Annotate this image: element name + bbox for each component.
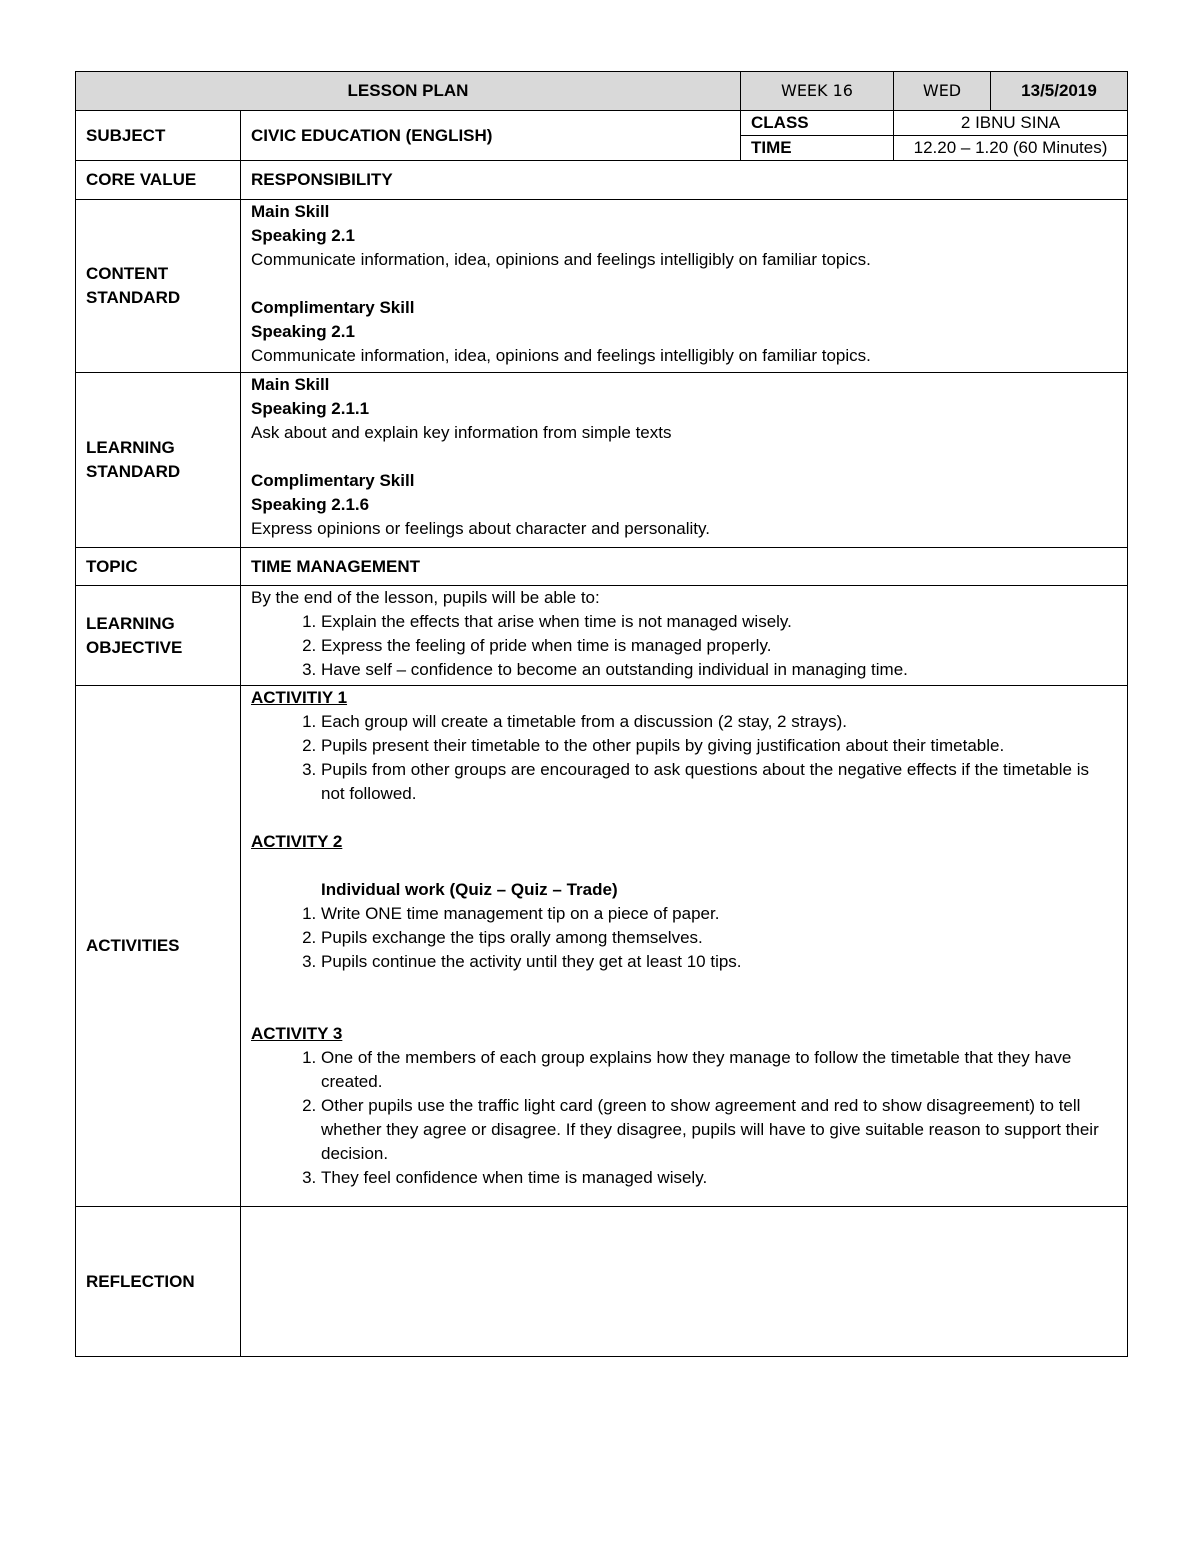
learning-standard-body (241, 373, 1128, 548)
ls-main-code: Speaking 2.1.1 (251, 399, 370, 418)
list-item: 3. Pupils from other groups are encouraged to ask questions about the negative effects if the timetable is not followed. (321, 758, 1117, 806)
content-standard-body (241, 200, 1128, 373)
list-item: 3. Have self – confidence to become an outstanding individual in managing time. (321, 658, 1117, 682)
content-standard-label-line2: STANDARD (86, 288, 181, 307)
activities-body (241, 686, 1128, 1207)
learning-standard-label-line2: STANDARD (86, 462, 181, 481)
lo-list (251, 610, 1117, 682)
activity3-list (251, 1046, 1117, 1190)
activity2-title: ACTIVITY 2 (251, 832, 343, 851)
activity2-list (251, 902, 1117, 974)
ls-main-text: Ask about and explain key information from simple texts (251, 423, 672, 442)
subject-value: CIVIC EDUCATION (ENGLISH) (241, 111, 741, 161)
learning-objective-label (76, 586, 241, 686)
lesson-plan-title: LESSON PLAN (76, 72, 741, 111)
topic-value: TIME MANAGEMENT (241, 548, 1128, 586)
reflection-value (241, 1207, 1128, 1357)
content-standard-label (76, 200, 241, 373)
activity3-title: ACTIVITY 3 (251, 1024, 343, 1043)
list-item: 3. Pupils continue the activity until they get at least 10 tips. (321, 950, 1117, 974)
topic-label: TOPIC (76, 548, 241, 586)
time-label: TIME (741, 136, 894, 161)
list-item: 2. Express the feeling of pride when time is managed properly. (321, 634, 1117, 658)
list-item: 2. Pupils present their timetable to the other pupils by giving justification about their timetable. (321, 734, 1117, 758)
activity2-subtitle: Individual work (Quiz – Quiz – Trade) (321, 880, 618, 899)
learning-objective-label-line1: LEARNING (86, 613, 175, 633)
class-value: 2 IBNU SINA (894, 111, 1128, 136)
day-cell: WED (894, 72, 991, 111)
topic-row (76, 548, 1128, 586)
learning-standard-label-line1: LEARNING (86, 438, 175, 457)
list-item: 1. Each group will create a timetable from a discussion (2 stay, 2 strays). (321, 710, 1117, 734)
content-standard-label-line1: CONTENT (86, 264, 169, 283)
subject-label: SUBJECT (76, 111, 241, 161)
cs-comp-heading: Complimentary Skill (251, 298, 415, 317)
list-item: 1. One of the members of each group explains how they manage to follow the timetable that they have created. (321, 1046, 1117, 1094)
list-item: 3. They feel confidence when time is managed wisely. (321, 1166, 1117, 1190)
lo-intro: By the end of the lesson, pupils will be able to: (251, 588, 600, 607)
reflection-label: REFLECTION (76, 1207, 241, 1357)
header-row (76, 72, 1128, 111)
cs-main-heading: Main Skill (251, 202, 330, 221)
learning-standard-label (76, 373, 241, 548)
list-item: 2. Other pupils use the traffic light card (green to show agreement and red to show disagreement) to tell whether they agree or disagree. If they disagree, pupils will have to give suitable reason to support their decision. (321, 1094, 1117, 1166)
activity1-title: ACTIVITIY 1 (251, 688, 348, 707)
class-label: CLASS (741, 111, 894, 136)
time-value: 12.20 – 1.20 (60 Minutes) (894, 136, 1128, 161)
activity1-list (251, 710, 1117, 806)
ls-comp-text: Express opinions or feelings about character and personality. (251, 519, 710, 538)
week-cell: WEEK 16 (741, 72, 894, 111)
content-standard-row (76, 200, 1128, 373)
ls-comp-code: Speaking 2.1.6 (251, 495, 370, 514)
list-item: 1. Explain the effects that arise when time is not managed wisely. (321, 610, 1117, 634)
subject-row (76, 111, 1128, 136)
learning-objective-label-line2: OBJECTIVE (86, 637, 183, 657)
learning-standard-row (76, 373, 1128, 548)
ls-comp-heading: Complimentary Skill (251, 471, 415, 490)
activities-label: ACTIVITIES (76, 686, 241, 1207)
list-item: 2. Pupils exchange the tips orally among themselves. (321, 926, 1117, 950)
activities-row (76, 686, 1128, 1207)
core-value-value: RESPONSIBILITY (241, 161, 1128, 200)
core-value-row (76, 161, 1128, 200)
cs-comp-text: Communicate information, idea, opinions and feelings intelligibly on familiar topics. (251, 346, 871, 365)
list-item: 1. Write ONE time management tip on a piece of paper. (321, 902, 1117, 926)
cs-main-text: Communicate information, idea, opinions and feelings intelligibly on familiar topics. (251, 250, 871, 269)
ls-main-heading: Main Skill (251, 375, 330, 394)
learning-objective-row (76, 586, 1128, 686)
reflection-row (76, 1207, 1128, 1357)
learning-objective-body (241, 586, 1128, 686)
cs-main-code: Speaking 2.1 (251, 226, 355, 245)
core-value-label: CORE VALUE (76, 161, 241, 200)
lesson-plan-table (75, 71, 1128, 1357)
date-cell: 13/5/2019 (991, 72, 1128, 111)
cs-comp-code: Speaking 2.1 (251, 322, 355, 341)
